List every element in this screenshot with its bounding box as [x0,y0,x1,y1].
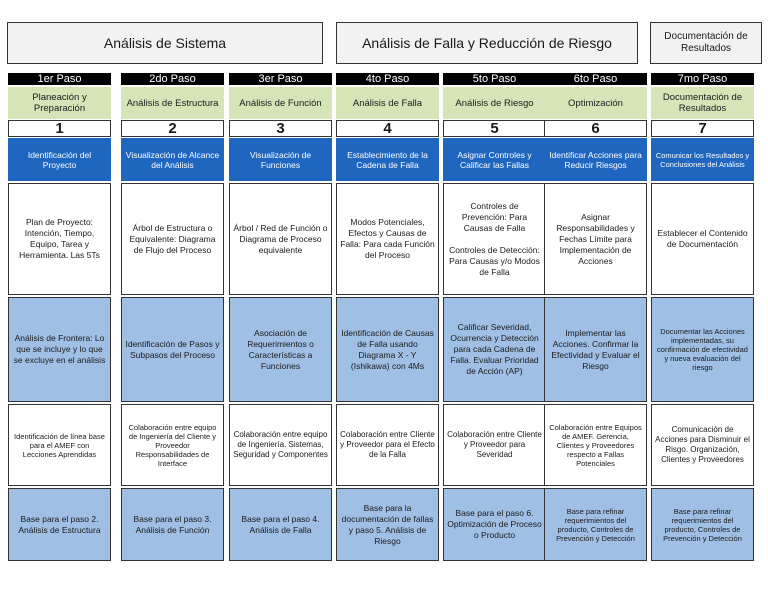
step-title: Análisis de Riesgo [443,87,546,119]
step-number: 1 [8,120,111,137]
step-basis: Base para refinar requerimientos del producto, Controles de Prevención y Detección [651,488,754,561]
step-basis: Base para la documentación de fallas y paso 5. Análisis de Riesgo [336,488,439,561]
step-basis: Base para el paso 3. Análisis de Función [121,488,224,561]
step-column-2 [121,73,224,564]
step-basis: Base para refinar requerimientos del producto, Controles de Prevención y Detección [544,488,647,561]
step-collaboration: Identificación de línea base para el AMEF con Lecciones Aprendidas [8,404,111,486]
step-number: 5 [443,120,546,137]
group-header-system-analysis [7,22,323,64]
step-analysis: Análisis de Frontera: Lo que se incluye y lo que se excluye en el análisis [8,297,111,402]
step-function: Asignar Controles y Calificar las Fallas [443,138,546,181]
step-analysis: Documentar las Acciones implementadas, su confirmación de efectividad y nueva evaluación del riesgo [651,297,754,402]
step-column-4 [336,73,439,564]
step-collaboration: Colaboración entre equipo de Ingeniería del Cliente y Proveedor Responsabilidades de Interface [121,404,224,486]
step-column-3 [229,73,332,564]
step-function: Identificar Acciones para Reducir Riesgos [544,138,647,181]
step-label: 5to Paso [443,73,546,85]
step-title: Análisis de Función [229,87,332,119]
step-collaboration: Comunicación de Acciones para Disminuir el Risgo. Organización, Clientes y Proveedores [651,404,754,486]
step-function: Visualización de Funciones [229,138,332,181]
step-title: Análisis de Estructura [121,87,224,119]
step-label: 1er Paso [8,73,111,85]
step-number: 4 [336,120,439,137]
step-column-1 [8,73,111,564]
group-header-failure-analysis [336,22,638,64]
step-number: 3 [229,120,332,137]
step-label: 2do Paso [121,73,224,85]
step-number: 2 [121,120,224,137]
step-analysis: Identificación de Causas de Falla usando Diagrama X - Y (Ishikawa) con 4Ms [336,297,439,402]
step-function: Establecimiento de la Cadena de Falla [336,138,439,181]
group-header-documentation [650,22,762,64]
step-number: 6 [544,120,647,137]
step-label: 7mo Paso [651,73,754,85]
step-analysis: Asociación de Requerimientos o Características a Funciones [229,297,332,402]
step-basis: Base para el paso 2. Análisis de Estructura [8,488,111,561]
step-title: Optimización [544,87,647,119]
step-analysis: Identificación de Pasos y Subpasos del Proceso [121,297,224,402]
step-column-5 [443,73,546,564]
group-header-label: Análisis de Sistema [103,35,227,51]
step-function: Identificación del Proyecto [8,138,111,181]
step-function: Visualización de Alcance del Análisis [121,138,224,181]
step-collaboration: Colaboración entre Cliente y Proveedor para el Efecto de la Falla [336,404,439,486]
step-basis: Base para el paso 4. Análisis de Falla [229,488,332,561]
step-collaboration: Colaboración entre equipo de Ingeniería. Sistemas, Seguridad y Componentes [229,404,332,486]
step-requirement: Árbol de Estructura o Equivalente: Diagrama de Flujo del Proceso [121,183,224,295]
step-requirement: Plan de Proyecto: Intención, Tiempo, Equipo, Tarea y Herramienta. Las 5Ts [8,183,111,295]
group-header-label: Análisis de Falla y Reducción de Riesgo [362,35,612,51]
step-basis: Base para el paso 6. Optimización de Proceso o Producto [443,488,546,561]
step-collaboration: Colaboración entre Equipos de AMEF. Gerencia, Clientes y Proveedores respecto a Fallas Potenciales [544,404,647,486]
step-requirement: Controles de Prevención: Para Causas de Falla Controles de Detección: Para Causas y/o Modos de Falla [443,183,546,295]
step-label: 6to Paso [544,73,647,85]
step-requirement: Árbol / Red de Función o Diagrama de Proceso equivalente [229,183,332,295]
step-title: Análisis de Falla [336,87,439,119]
step-column-6 [544,73,647,564]
step-requirement: Modos Potenciales, Efectos y Causas de Falla: Para cada Función del Proceso [336,183,439,295]
step-title: Planeación y Preparación [8,87,111,119]
step-requirement: Establecer el Contenido de Documentación [651,183,754,295]
step-title: Documentación de Resultados [651,87,754,119]
step-label: 4to Paso [336,73,439,85]
step-label: 3er Paso [229,73,332,85]
step-column-7 [651,73,754,564]
group-header-label: Documentación de Resultados [664,31,748,54]
step-analysis: Implementar las Acciones. Confirmar la Efectividad y Evaluar el Riesgo [544,297,647,402]
step-collaboration: Colaboración entre Cliente y Proveedor para Severidad [443,404,546,486]
step-requirement: Asignar Responsabilidades y Fechas Límite para Implementación de Acciones [544,183,647,295]
step-function: Comunicar los Resultados y Conclusiones del Análisis [651,138,754,181]
step-analysis: Calificar Severidad, Ocurrencia y Detección para cada Cadena de Falla. Evaluar Prioridad de Acción (AP) [443,297,546,402]
step-number: 7 [651,120,754,137]
